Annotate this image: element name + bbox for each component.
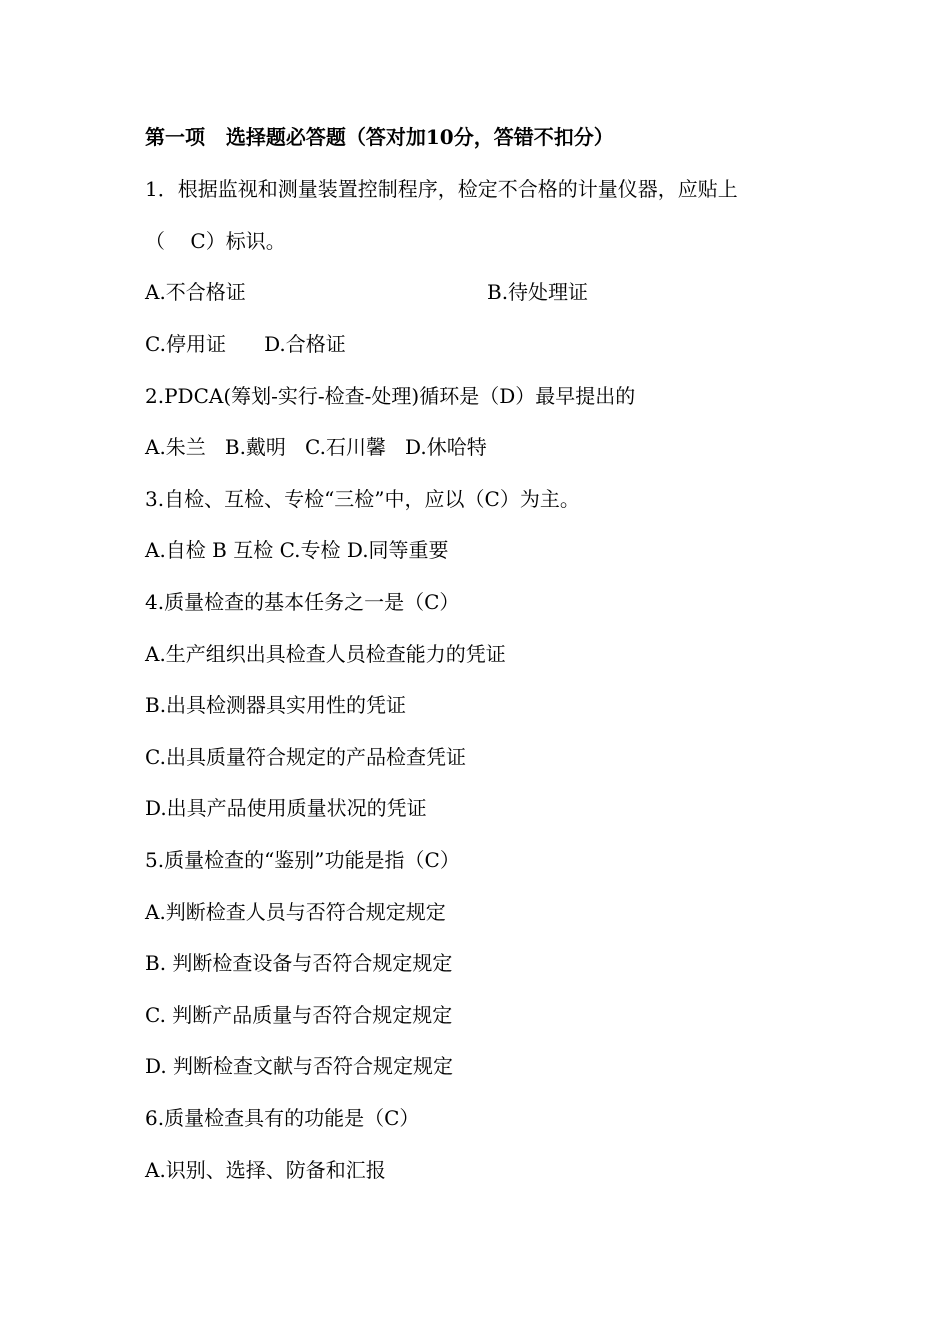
question-1-option-b: B.待处理证 [487, 280, 589, 304]
question-1-option-a: A.不合格证 [145, 280, 246, 304]
question-4-text: 4.质量检查的基本任务之一是（C） [145, 590, 460, 614]
question-4-option-c: C.出具质量符合规定的产品检查凭证 [145, 745, 466, 769]
question-3-text: 3.自检、互检、专检“三检”中，应以（C）为主。 [145, 487, 580, 511]
question-1-text-continued: （ C）标识。 [145, 229, 286, 253]
question-5-option-b: B. 判断检查设备与否符合规定规定 [145, 951, 453, 975]
question-2-text: 2.PDCA(筹划-实行-检查-处理)循环是（D）最早提出的 [145, 384, 636, 408]
question-5-option-c: C. 判断产品质量与否符合规定规定 [145, 1003, 453, 1027]
question-4-option-d: D.出具产品使用质量状况的凭证 [145, 796, 427, 820]
section-heading: 第一项 选择题必答题（答对加10分，答错不扣分） [145, 125, 614, 149]
question-4-option-a: A.生产组织出具检查人员检查能力的凭证 [145, 642, 506, 666]
question-5-option-a: A.判断检查人员与否符合规定规定 [145, 900, 446, 924]
question-3-options: A.自检 B 互检 C.专检 D.同等重要 [145, 538, 449, 562]
question-6-option-a: A.识别、选择、防备和汇报 [145, 1158, 386, 1182]
question-1-options-c-d: C.停用证 D.合格证 [145, 332, 346, 356]
question-6-text: 6.质量检查具有的功能是（C） [145, 1106, 420, 1130]
question-5-text: 5.质量检查的“鉴别”功能是指（C） [145, 848, 460, 872]
question-4-option-b: B.出具检测器具实用性的凭证 [145, 693, 407, 717]
question-5-option-d: D. 判断检查文献与否符合规定规定 [145, 1054, 454, 1078]
question-2-options: A.朱兰 B.戴明 C.石川馨 D.休哈特 [145, 435, 487, 459]
question-1-text: 1．根据监视和测量装置控制程序，检定不合格的计量仪器，应贴上 [145, 177, 738, 201]
